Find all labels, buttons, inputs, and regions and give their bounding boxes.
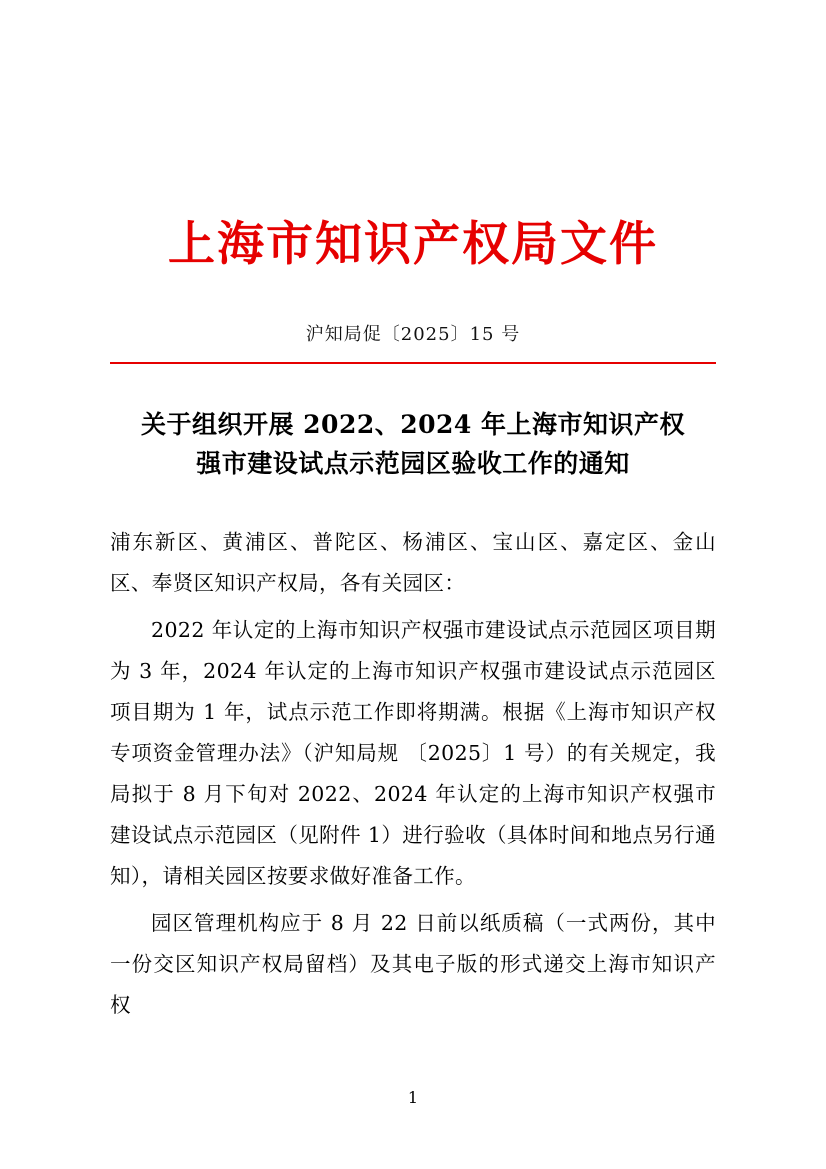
document-number: 沪知局促〔2025〕15 号 <box>305 324 521 346</box>
salutation-text: 浦东新区、黄浦区、普陀区、杨浦区、宝山区、嘉定区、金山区、奉贤区知识产权局，各有关园区： <box>110 529 716 595</box>
page-title <box>110 406 716 484</box>
red-divider-rule <box>110 362 716 364</box>
page-title-line-1: 关于组织开展 2022、2024 年上海市知识产权 <box>140 410 686 440</box>
body-paragraph-2: 园区管理机构应于 8 月 22 日前以纸质稿（一式两份，其中一份交区知识产权局留档）及其电子版的形式递交上海市知识产权 <box>110 910 716 1017</box>
page-title-line-2: 强市建设试点示范园区验收工作的通知 <box>196 448 630 478</box>
document-body <box>110 0 716 1026</box>
page-number: 1 <box>407 1088 419 1107</box>
body-paragraph-1: 2022 年认定的上海市知识产权强市建设试点示范园区项目期为 3 年，2024 年认定的上海市知识产权强市建设试点示范园区项目期为 1 年，试点示范工作即将期满。根据《上海市知识产权专项资金管理办法》（沪知局规 〔2025〕1 号）的有关规定，我局拟于 8 月下旬对 2022、2024 年认定的上海市知识产权强市建设试点示范园区（见附件 1）进行验收（具体时间和地点另行通知），请相关园区按要求做好准备工作。 <box>110 617 716 888</box>
document-masthead-title: 上海市知识产权局文件 <box>168 217 658 272</box>
